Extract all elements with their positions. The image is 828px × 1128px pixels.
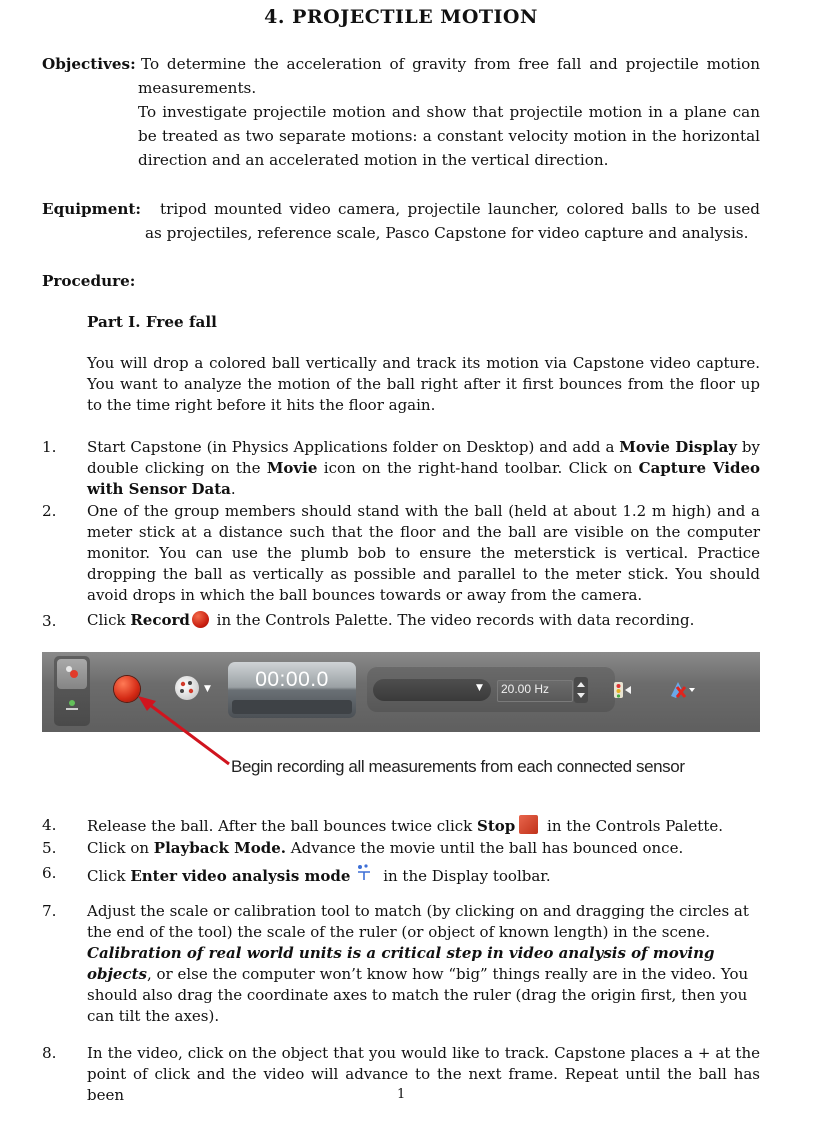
record-caption: Begin recording all measurements from each connected sensor	[231, 757, 685, 776]
equipment-line2: as projectiles, reference scale, Pasco Capstone for video capture and analysis.	[145, 224, 749, 242]
video-analysis-icon	[354, 863, 374, 881]
part1-heading: Part I. Free fall	[87, 313, 217, 331]
record-icon	[192, 611, 209, 628]
objectives-line2: measurements.	[138, 79, 257, 97]
step-2-text: One of the group members should stand with the ball (held at about 1.2 m high) and a meter stick at a distance such that the floor and the ball are visible on the computer monitor. You can use the plumb bob to ensure the meterstick is vertical. Practice dropping the ball as vertically as possible and parallel to the meter stick. You should avoid drops in which the ball bounces towards or away from the camera.	[87, 502, 760, 604]
step-1-text: Start Capstone (in Physics Applications folder on Desktop) and add a Movie Display by double clicking on the Movie icon on the right-hand toolbar. Click on Capture Video with Sensor Data.	[87, 438, 760, 498]
step-6-text: Click Enter video analysis mode in the Display toolbar.	[87, 863, 760, 887]
pointer-arrow	[130, 690, 240, 770]
stop-icon	[519, 815, 538, 834]
objectives-line1: To determine the acceleration of gravity from free fall and projectile motion	[141, 55, 760, 73]
step-number: 8.	[42, 1044, 57, 1062]
objectives-label: Objectives:	[42, 55, 136, 73]
step-number: 4.	[42, 816, 57, 834]
step-number: 3.	[42, 612, 57, 630]
step-7-text: Adjust the scale or calibration tool to match (by clicking on and dragging the circles at the end of the tool) the scale of the ruler (or object of known length) in the scene. Calibration of real world units is a critical step in video analysis of moving objects, or else the computer won’t know how “big” things really are in the video. You should also drag the coordinate axes to match the ruler (drag the origin first, then you can tilt the axes).	[87, 902, 749, 1025]
part1-intro-line3: to the time right before it hits the floor again.	[87, 396, 436, 414]
sample-rate-stepper[interactable]	[574, 677, 588, 703]
step-number: 1.	[42, 438, 57, 456]
chevron-down-icon[interactable]: ▼	[204, 684, 211, 694]
playback-mode-icon[interactable]	[62, 696, 82, 718]
objectives-para2-line1: To investigate projectile motion and show that projectile motion in a plane can	[138, 103, 760, 121]
sample-rate-value: 20.00 Hz	[501, 682, 550, 696]
chevron-down-icon[interactable]: ▼	[476, 683, 483, 693]
record-mode-icon[interactable]	[62, 662, 82, 684]
step-8-line1: In the video, click on the object that you would like to track. Capstone places a + at the	[87, 1044, 760, 1062]
delete-data-icon[interactable]	[668, 678, 696, 702]
equipment-label: Equipment:	[42, 200, 142, 218]
equipment-line1: tripod mounted video camera, projectile launcher, colored balls to be used	[160, 200, 760, 218]
palette-side-buttons	[54, 656, 90, 726]
step-number: 6.	[42, 864, 57, 882]
page-title: 4. PROJECTILE MOTION	[264, 6, 538, 28]
page-number: 1	[397, 1087, 406, 1102]
objectives-para2-line3: direction and an accelerated motion in the vertical direction.	[138, 151, 609, 169]
timer-readout: 00:00.0	[255, 668, 329, 691]
step-5-text: Click on Playback Mode. Advance the movie until the ball has bounced once.	[87, 839, 684, 857]
part1-intro-line1: You will drop a colored ball vertically and track its motion via Capstone video capture.	[87, 354, 760, 372]
step-number: 2.	[42, 502, 57, 520]
sensor-dropdown[interactable]	[373, 679, 491, 701]
part1-intro-line2: You want to analyze the motion of the ball right after it first bounces from the floor up	[87, 375, 760, 393]
step-number: 5.	[42, 839, 57, 857]
signal-generator-icon[interactable]	[612, 680, 634, 700]
step-number: 7.	[42, 902, 57, 920]
objectives-para2-line2: be treated as two separate motions: a constant velocity motion in the horizontal	[138, 127, 760, 145]
step-8-line2: point of click and the video will advance to the next frame. Repeat until the ball has been	[87, 1065, 760, 1104]
step-4-text: Release the ball. After the ball bounces twice click Stop in the Controls Palette.	[87, 817, 724, 835]
procedure-label: Procedure:	[42, 272, 136, 290]
step-3-text: Click Record in the Controls Palette. The video records with data recording.	[87, 611, 695, 629]
timer-bar	[232, 700, 352, 714]
